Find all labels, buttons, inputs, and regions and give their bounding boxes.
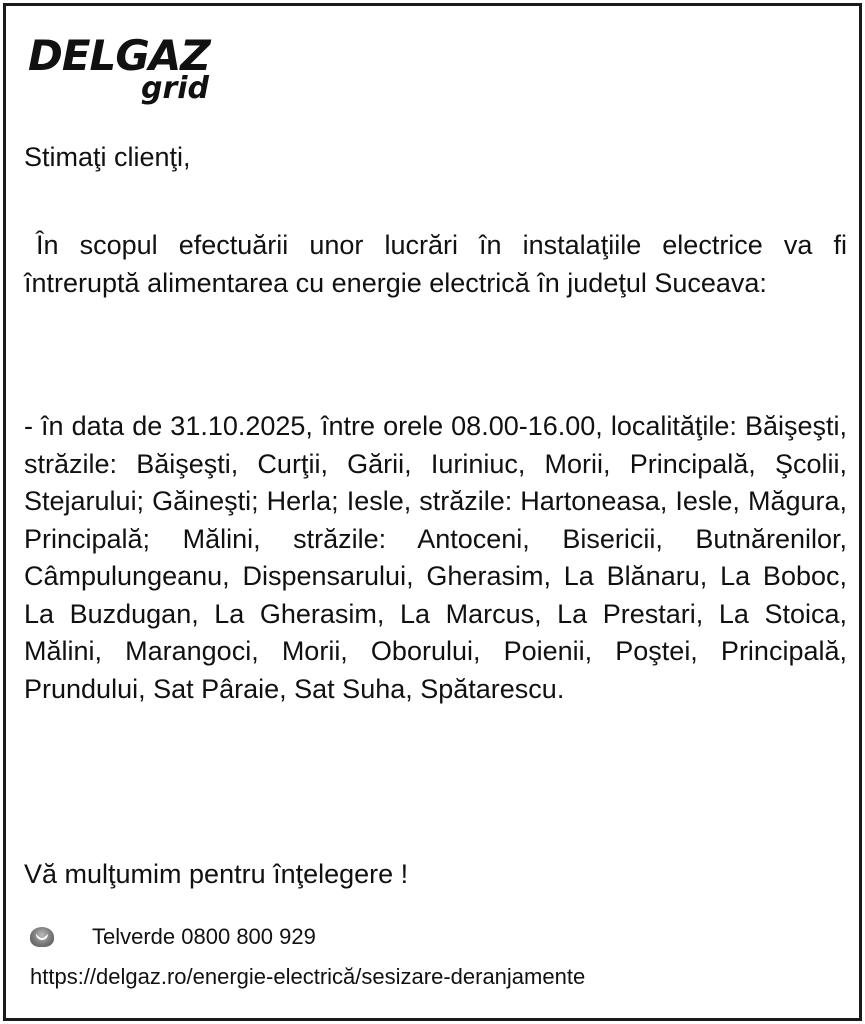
notice-frame bbox=[3, 3, 862, 1021]
support-url[interactable]: https://delgaz.ro/energie-electrică/sesizare-deranjamente bbox=[30, 964, 586, 989]
outage-details: - în data de 31.10.2025, între orele 08.00-16.00, localităţile: Băişeşti, străzile: Băişeşti, Curţii, Gării, Iuriniuc, Morii, Principală, Şcolii, Stejarului; Găineşti; Herla; Iesle, străzile: Hartoneasa, Iesle, Măgura, Principală; Mălini, străzile: Antoceni, Bisericii, Butnărenilor, Câmpulungeanu, Dispensarului, Gherasim, La Blănaru, La Boboc, La Buzdugan, La Gherasim, La Marcus, La Prestari, La Stoica, Mălini, Marangoci, Morii, Oborului, Poienii, Poştei, Principală, Prundului, Sat Pâraie, Sat Suha, Spătarescu. bbox=[24, 411, 847, 704]
thanks-line: Vă mulţumim pentru înţelegere ! bbox=[24, 859, 409, 889]
contact-line bbox=[30, 924, 316, 950]
phone-number: Telverde 0800 800 929 bbox=[92, 924, 316, 949]
greeting: Stimaţi clienţi, bbox=[24, 142, 191, 172]
phone-icon bbox=[30, 927, 54, 947]
intro-paragraph: În scopul efectuării unor lucrări în instalaţiile electrice va fi întreruptă alimentarea cu energie electrică în judeţul Suceava: bbox=[24, 230, 847, 298]
logo-wordmark: DELGAZ bbox=[28, 31, 210, 80]
delgaz-logo bbox=[28, 32, 228, 112]
logo-subtitle: grid bbox=[141, 71, 210, 106]
